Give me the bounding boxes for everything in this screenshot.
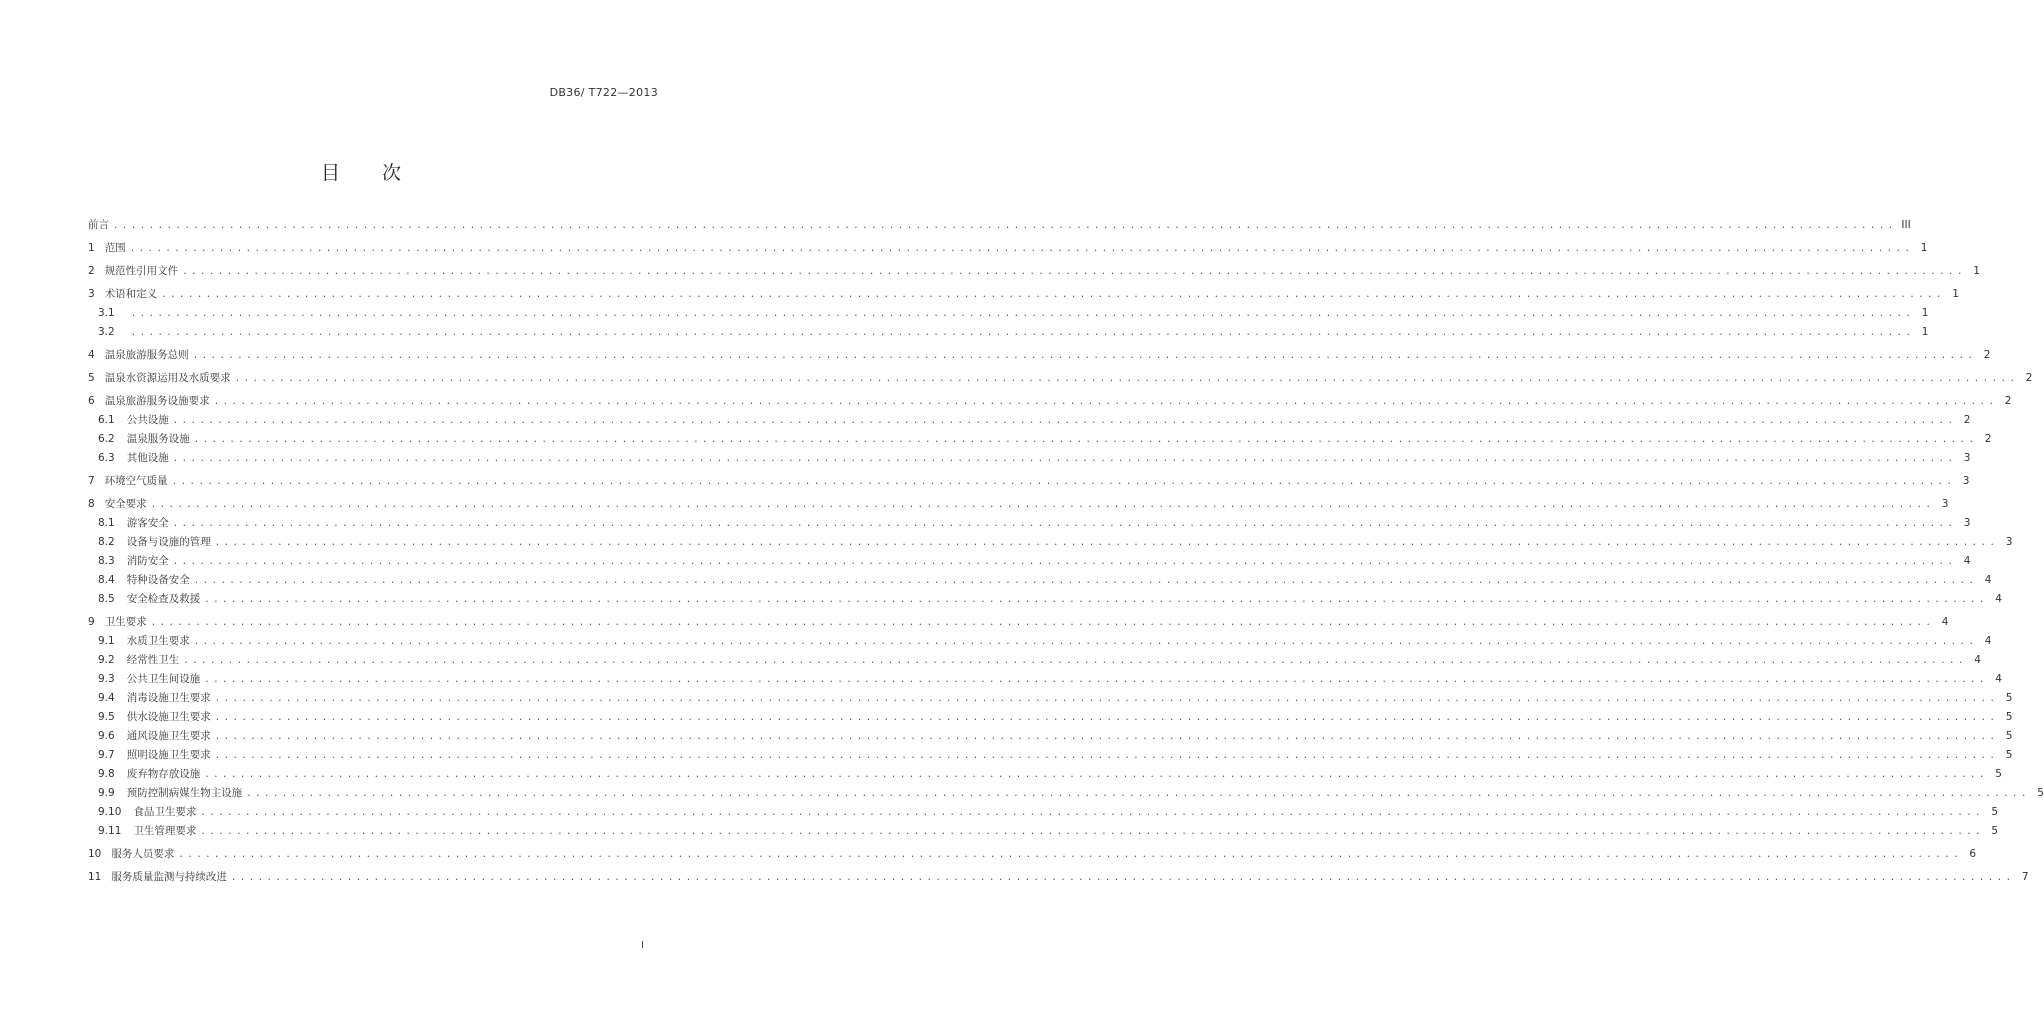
toc-entry[interactable] xyxy=(88,552,1971,571)
toc-entry-title: 卫生管理要求 xyxy=(133,825,197,837)
toc-entry-title: 公共卫生间设施 xyxy=(126,673,201,685)
document-code: DB36/ T722—2013 xyxy=(549,86,658,99)
toc-leader-dots: ........................................................................................................................................................................................................ xyxy=(172,557,1957,567)
toc-entry-title: 经常性卫生 xyxy=(126,654,180,666)
toc-entry-page: 4 xyxy=(1984,574,1992,586)
toc-entry-title: 卫生要求 xyxy=(104,616,147,628)
toc-entry[interactable] xyxy=(88,803,1999,822)
toc-entry-page: 4 xyxy=(1995,593,2002,605)
toc-entry-number: 9.5 xyxy=(98,711,115,723)
toc-entry-page: III xyxy=(1901,219,1911,231)
toc-entry-number: 8.2 xyxy=(98,536,115,548)
toc-entry[interactable] xyxy=(88,670,2002,689)
toc-entry[interactable] xyxy=(88,411,1971,430)
toc-entry[interactable] xyxy=(88,590,2002,609)
toc-entry-title: 特种设备安全 xyxy=(126,574,190,586)
toc-entry[interactable] xyxy=(88,868,2029,887)
toc-entry-page: 3 xyxy=(1963,452,1971,464)
toc-entry[interactable] xyxy=(88,262,1980,281)
page-number: I xyxy=(641,940,644,951)
toc-entry[interactable] xyxy=(88,392,2012,411)
toc-entry[interactable] xyxy=(88,746,2013,765)
toc-entry-number: 8 xyxy=(88,498,95,510)
page-title xyxy=(0,158,724,185)
toc-entry-title: 通风设施卫生要求 xyxy=(126,730,211,742)
toc-entry-page: 4 xyxy=(1963,555,1971,567)
toc-entry-page: 3 xyxy=(2005,536,2013,548)
toc-entry-page: 1 xyxy=(1921,307,1929,319)
toc-entry-page: 5 xyxy=(1991,825,1999,837)
toc-leader-dots: ........................................................................................................................................................................................................ xyxy=(200,808,1985,818)
toc-entry-title: 消防安全 xyxy=(126,555,169,567)
toc-entry-page: 5 xyxy=(1991,806,1999,818)
toc-entry-page: 5 xyxy=(2005,749,2013,761)
toc-leader-dots: ........................................................................................................................................................................................................ xyxy=(130,328,1915,338)
toc-entry[interactable] xyxy=(88,346,1991,365)
toc-entry-title: 消毒设施卫生要求 xyxy=(126,692,211,704)
toc-entry-number: 9.10 xyxy=(98,806,122,818)
toc-leader-dots: ........................................................................................................................................................................................................ xyxy=(214,732,1999,742)
toc-entry[interactable] xyxy=(88,239,1928,258)
toc-entry-number: 6.1 xyxy=(98,414,115,426)
toc-entry-number: 9.8 xyxy=(98,768,115,780)
toc-entry-page: 1 xyxy=(1973,265,1980,277)
toc-entry[interactable] xyxy=(88,708,2013,727)
toc-leader-dots: ........................................................................................................................................................................................................ xyxy=(204,770,1988,780)
toc-entry-title: 服务质量监测与持续改进 xyxy=(111,871,227,883)
toc-entry-title: 温泉旅游服务总则 xyxy=(104,349,189,361)
toc-leader-dots: ........................................................................................................................................................................................................ xyxy=(214,713,1999,723)
toc-entry-number: 11 xyxy=(88,871,102,883)
toc-entry-number: 5 xyxy=(88,372,95,384)
toc-leader-dots: ........................................................................................................................................................................................................ xyxy=(200,827,1985,837)
toc-entry-number: 9.2 xyxy=(98,654,115,666)
toc-entry-title: 规范性引用文件 xyxy=(104,265,179,277)
toc-entry[interactable] xyxy=(88,571,1992,590)
toc-entry-page: 1 xyxy=(1952,288,1959,300)
toc-leader-dots: ........................................................................................................................................................................................................ xyxy=(182,267,1966,277)
toc-entry[interactable] xyxy=(88,784,2044,803)
toc-entry-title: 其他设施 xyxy=(126,452,169,464)
toc-entry[interactable] xyxy=(88,323,1929,342)
toc-leader-dots: ........................................................................................................................................................................................................ xyxy=(193,637,1978,647)
toc-entry[interactable] xyxy=(88,430,1992,449)
toc-entry-title: 游客安全 xyxy=(126,517,169,529)
toc-leader-dots: ........................................................................................................................................................................................................ xyxy=(150,618,1935,628)
toc-leader-dots: ........................................................................................................................................................................................................ xyxy=(193,435,1978,445)
toc-leader-dots: ........................................................................................................................................................................................................ xyxy=(213,397,1998,407)
toc-entry-title: 设备与设施的管理 xyxy=(126,536,211,548)
toc-entry-number: 1 xyxy=(88,242,95,254)
toc-entry-page: 4 xyxy=(1984,635,1992,647)
toc-entry[interactable] xyxy=(88,727,2013,746)
toc-entry-page: 4 xyxy=(1995,673,2002,685)
toc-entry-page: 2 xyxy=(2004,395,2012,407)
toc-entry-number: 8.4 xyxy=(98,574,115,586)
toc-leader-dots: ........................................................................................................................................................................................................ xyxy=(193,576,1978,586)
toc-entry[interactable] xyxy=(88,632,1992,651)
toc-leader-dots: ........................................................................................................................................................................................................ xyxy=(172,454,1957,464)
toc-entry-number: 9.6 xyxy=(98,730,115,742)
toc-entry-number: 8.5 xyxy=(98,593,115,605)
toc-leader-dots: ........................................................................................................................................................................................................ xyxy=(230,873,2015,883)
toc-entry-title: 照明设施卫生要求 xyxy=(126,749,211,761)
toc-entry-page: 4 xyxy=(1974,654,1981,666)
toc-entry-page: 3 xyxy=(1962,475,1970,487)
toc-entry-number: 9.11 xyxy=(98,825,122,837)
toc-entry-number: 8.1 xyxy=(98,517,115,529)
toc-entry[interactable] xyxy=(88,514,1971,533)
toc-entry-title: 公共设施 xyxy=(126,414,169,426)
toc-entry-page: 2 xyxy=(1963,414,1971,426)
toc-leader-dots: ........................................................................................................................................................................................................ xyxy=(129,244,1914,254)
toc-leader-dots: ........................................................................................................................................................................................................ xyxy=(214,538,1999,548)
toc-entry-number: 9.3 xyxy=(98,673,115,685)
toc-entry-number: 6.3 xyxy=(98,452,115,464)
toc-entry[interactable] xyxy=(88,495,1949,514)
toc-entry-number: 2 xyxy=(88,265,95,277)
toc-entry-title: 环境空气质量 xyxy=(104,475,168,487)
toc-entry-number: 4 xyxy=(88,349,95,361)
toc-leader-dots: ........................................................................................................................................................................................................ xyxy=(150,500,1935,510)
toc-entry-page: 5 xyxy=(2005,711,2013,723)
toc-leader-dots: ........................................................................................................................................................................................................ xyxy=(234,374,2019,384)
toc-entry-page: 2 xyxy=(2025,372,2033,384)
toc-entry[interactable] xyxy=(88,285,1959,304)
toc-leader-dots: ........................................................................................................................................................................................................ xyxy=(172,519,1957,529)
toc-entry-page: 5 xyxy=(2037,787,2044,799)
toc-entry[interactable] xyxy=(88,216,1911,235)
toc-leader-dots: ........................................................................................................................................................................................................ xyxy=(113,221,1897,231)
toc-entry-title: 范围 xyxy=(104,242,126,254)
toc-leader-dots: ........................................................................................................................................................................................................ xyxy=(171,477,1956,487)
toc-entry-number: 3.2 xyxy=(98,326,115,338)
toc-entry-number: 6 xyxy=(88,395,95,407)
toc-entry[interactable] xyxy=(88,765,2002,784)
toc-entry-page: 5 xyxy=(1995,768,2002,780)
toc-entry-title: 安全检查及救援 xyxy=(126,593,201,605)
toc-leader-dots: ........................................................................................................................................................................................................ xyxy=(161,290,1945,300)
toc-entry-title: 食品卫生要求 xyxy=(133,806,197,818)
toc-entry-page: 6 xyxy=(1969,848,1977,860)
toc-entry-number: 9.9 xyxy=(98,787,115,799)
toc-entry[interactable] xyxy=(88,613,1949,632)
toc-leader-dots: ........................................................................................................................................................................................................ xyxy=(192,351,1977,361)
toc-leader-dots: ........................................................................................................................................................................................................ xyxy=(246,789,2030,799)
toc-entry-page: 4 xyxy=(1941,616,1949,628)
toc-leader-dots: ........................................................................................................................................................................................................ xyxy=(204,675,1988,685)
toc-entry[interactable] xyxy=(88,822,1999,841)
toc-entry-title: 温泉服务设施 xyxy=(126,433,190,445)
toc-leader-dots: ........................................................................................................................................................................................................ xyxy=(204,595,1988,605)
toc-entry-page: 2 xyxy=(1983,349,1991,361)
toc-entry-number: 9.4 xyxy=(98,692,115,704)
toc-leader-dots: ........................................................................................................................................................................................................ xyxy=(183,656,1967,666)
toc-entry-title: 水质卫生要求 xyxy=(126,635,190,647)
toc-entry-title: 温泉旅游服务设施要求 xyxy=(104,395,210,407)
toc-entry-number: 8.3 xyxy=(98,555,115,567)
toc-entry[interactable] xyxy=(88,845,1977,864)
toc-entry-title: 术语和定义 xyxy=(104,288,158,300)
toc-leader-dots: ........................................................................................................................................................................................................ xyxy=(172,416,1957,426)
toc-entry-page: 2 xyxy=(1984,433,1992,445)
toc-entry-title: 预防控制病媒生物主设施 xyxy=(126,787,243,799)
toc-entry-number: 7 xyxy=(88,475,95,487)
toc-entry-title: 废弃物存放设施 xyxy=(126,768,201,780)
title-char-2: 次 xyxy=(382,162,404,184)
toc-entry[interactable] xyxy=(88,304,1929,323)
toc-entry[interactable] xyxy=(88,472,1970,491)
toc-entry[interactable] xyxy=(88,651,1981,670)
toc-entry[interactable] xyxy=(88,449,1971,468)
toc-leader-dots: ........................................................................................................................................................................................................ xyxy=(214,694,1999,704)
toc-leader-dots: ........................................................................................................................................................................................................ xyxy=(178,850,1963,860)
toc-entry-page: 1 xyxy=(1921,326,1929,338)
toc-entry-page: 3 xyxy=(1941,498,1949,510)
toc-entry-page: 5 xyxy=(2005,692,2013,704)
toc-entry-number: 3 xyxy=(88,288,95,300)
toc-entry-title: 前言 xyxy=(88,219,109,231)
toc-entry-title: 温泉水资源运用及水质要求 xyxy=(104,372,231,384)
toc-entry-title: 供水设施卫生要求 xyxy=(126,711,211,723)
toc-leader-dots: ........................................................................................................................................................................................................ xyxy=(130,309,1915,319)
toc-entry-number: 9.7 xyxy=(98,749,115,761)
toc-entry-number: 6.2 xyxy=(98,433,115,445)
toc-entry-title: 服务人员要求 xyxy=(111,848,175,860)
toc-entry[interactable] xyxy=(88,689,2013,708)
toc-list xyxy=(88,216,2044,887)
toc-entry-page: 7 xyxy=(2021,871,2029,883)
toc-entry-number: 3.1 xyxy=(98,307,115,319)
toc-entry-title: 安全要求 xyxy=(104,498,147,510)
toc-entry[interactable] xyxy=(88,533,2013,552)
toc-entry-number: 9 xyxy=(88,616,95,628)
toc-entry-number: 9.1 xyxy=(98,635,115,647)
toc-leader-dots: ........................................................................................................................................................................................................ xyxy=(214,751,1999,761)
title-char-1: 目 xyxy=(320,162,342,184)
toc-entry-page: 1 xyxy=(1920,242,1928,254)
toc-entry-page: 5 xyxy=(2005,730,2013,742)
toc-entry-page: 3 xyxy=(1963,517,1971,529)
toc-entry-number: 10 xyxy=(88,848,102,860)
toc-entry[interactable] xyxy=(88,369,2033,388)
